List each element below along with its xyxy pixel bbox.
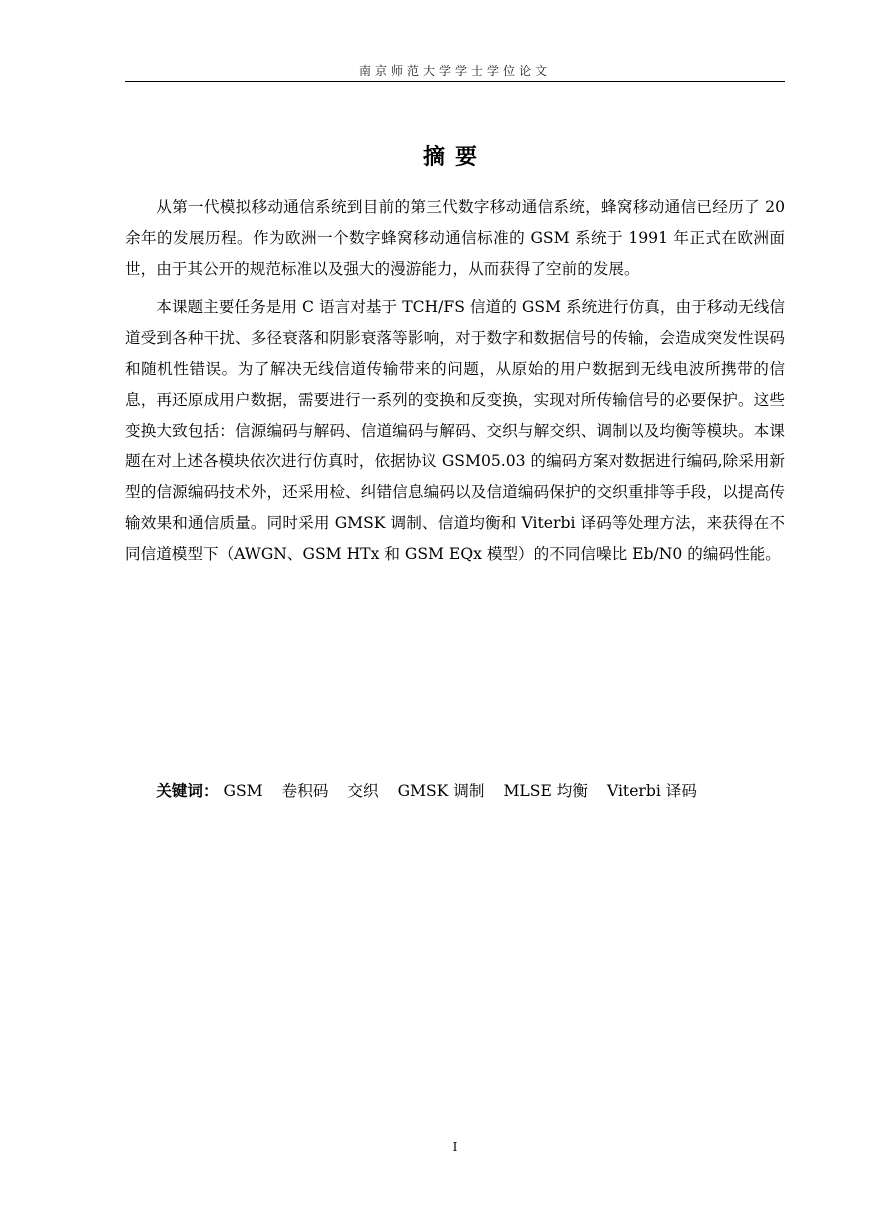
running-header: 南京师范大学学士学位论文 (358, 64, 551, 78)
abstract-body (125, 192, 785, 578)
keyword-item: 卷积码 (281, 782, 329, 800)
abstract-paragraph-2: 本课题主要任务是用 C 语言对基于 TCH/FS 信道的 GSM 系统进行仿真，由于移动无线信道受到各种干扰、多径衰落和阴影衰落等影响，对于数字和数据信号的传输，会造成突发性误码和随机性错误。为了解决无线信道传输带来的问题，从原始的用户数据到无线电波所携带的信息，再还原成用户数据，需要进行一系列的变换和反变换，实现对所传输信号的必要保护。这些变换大致包括：信源编码与解码、信道编码与解码、交织与解交织、调制以及均衡等模块。本课题在对上述各模块依次进行仿真时，依据协议 GSM05.03 的编码方案对数据进行编码,除采用新型的信源编码技术外，还采用检、纠错信息编码以及信道编码保护的交织重排等手段，以提高传输效果和通信质量。同时采用 GMSK 调制、信道均衡和 Viterbi 译码等处理方法，来获得在不同信道模型下（AWGN、GSM HTx 和 GSM EQx 模型）的不同信噪比 Eb/N0 的编码性能。 (125, 298, 785, 563)
keyword-item: GMSK 调制 (397, 782, 485, 800)
abstract-paragraph-1: 从第一代模拟移动通信系统到目前的第三代数字移动通信系统，蜂窝移动通信已经历了 20 余年的发展历程。作为欧洲一个数字蜂窝移动通信标准的 GSM 系统于 1991 年正式在欧洲面世，由于其公开的规范标准以及强大的漫游能力，从而获得了空前的发展。 (125, 198, 785, 278)
keyword-item: GSM (223, 782, 263, 800)
header-rule (125, 81, 785, 82)
keyword-item: MLSE 均衡 (503, 782, 588, 800)
keyword-item: 交织 (347, 782, 379, 800)
keywords-label: 关键词： (156, 782, 219, 800)
page-number: I (452, 1140, 458, 1154)
abstract-title: 摘要 (422, 145, 487, 170)
keywords-line (125, 776, 785, 806)
keyword-item: Viterbi 译码 (606, 782, 697, 800)
